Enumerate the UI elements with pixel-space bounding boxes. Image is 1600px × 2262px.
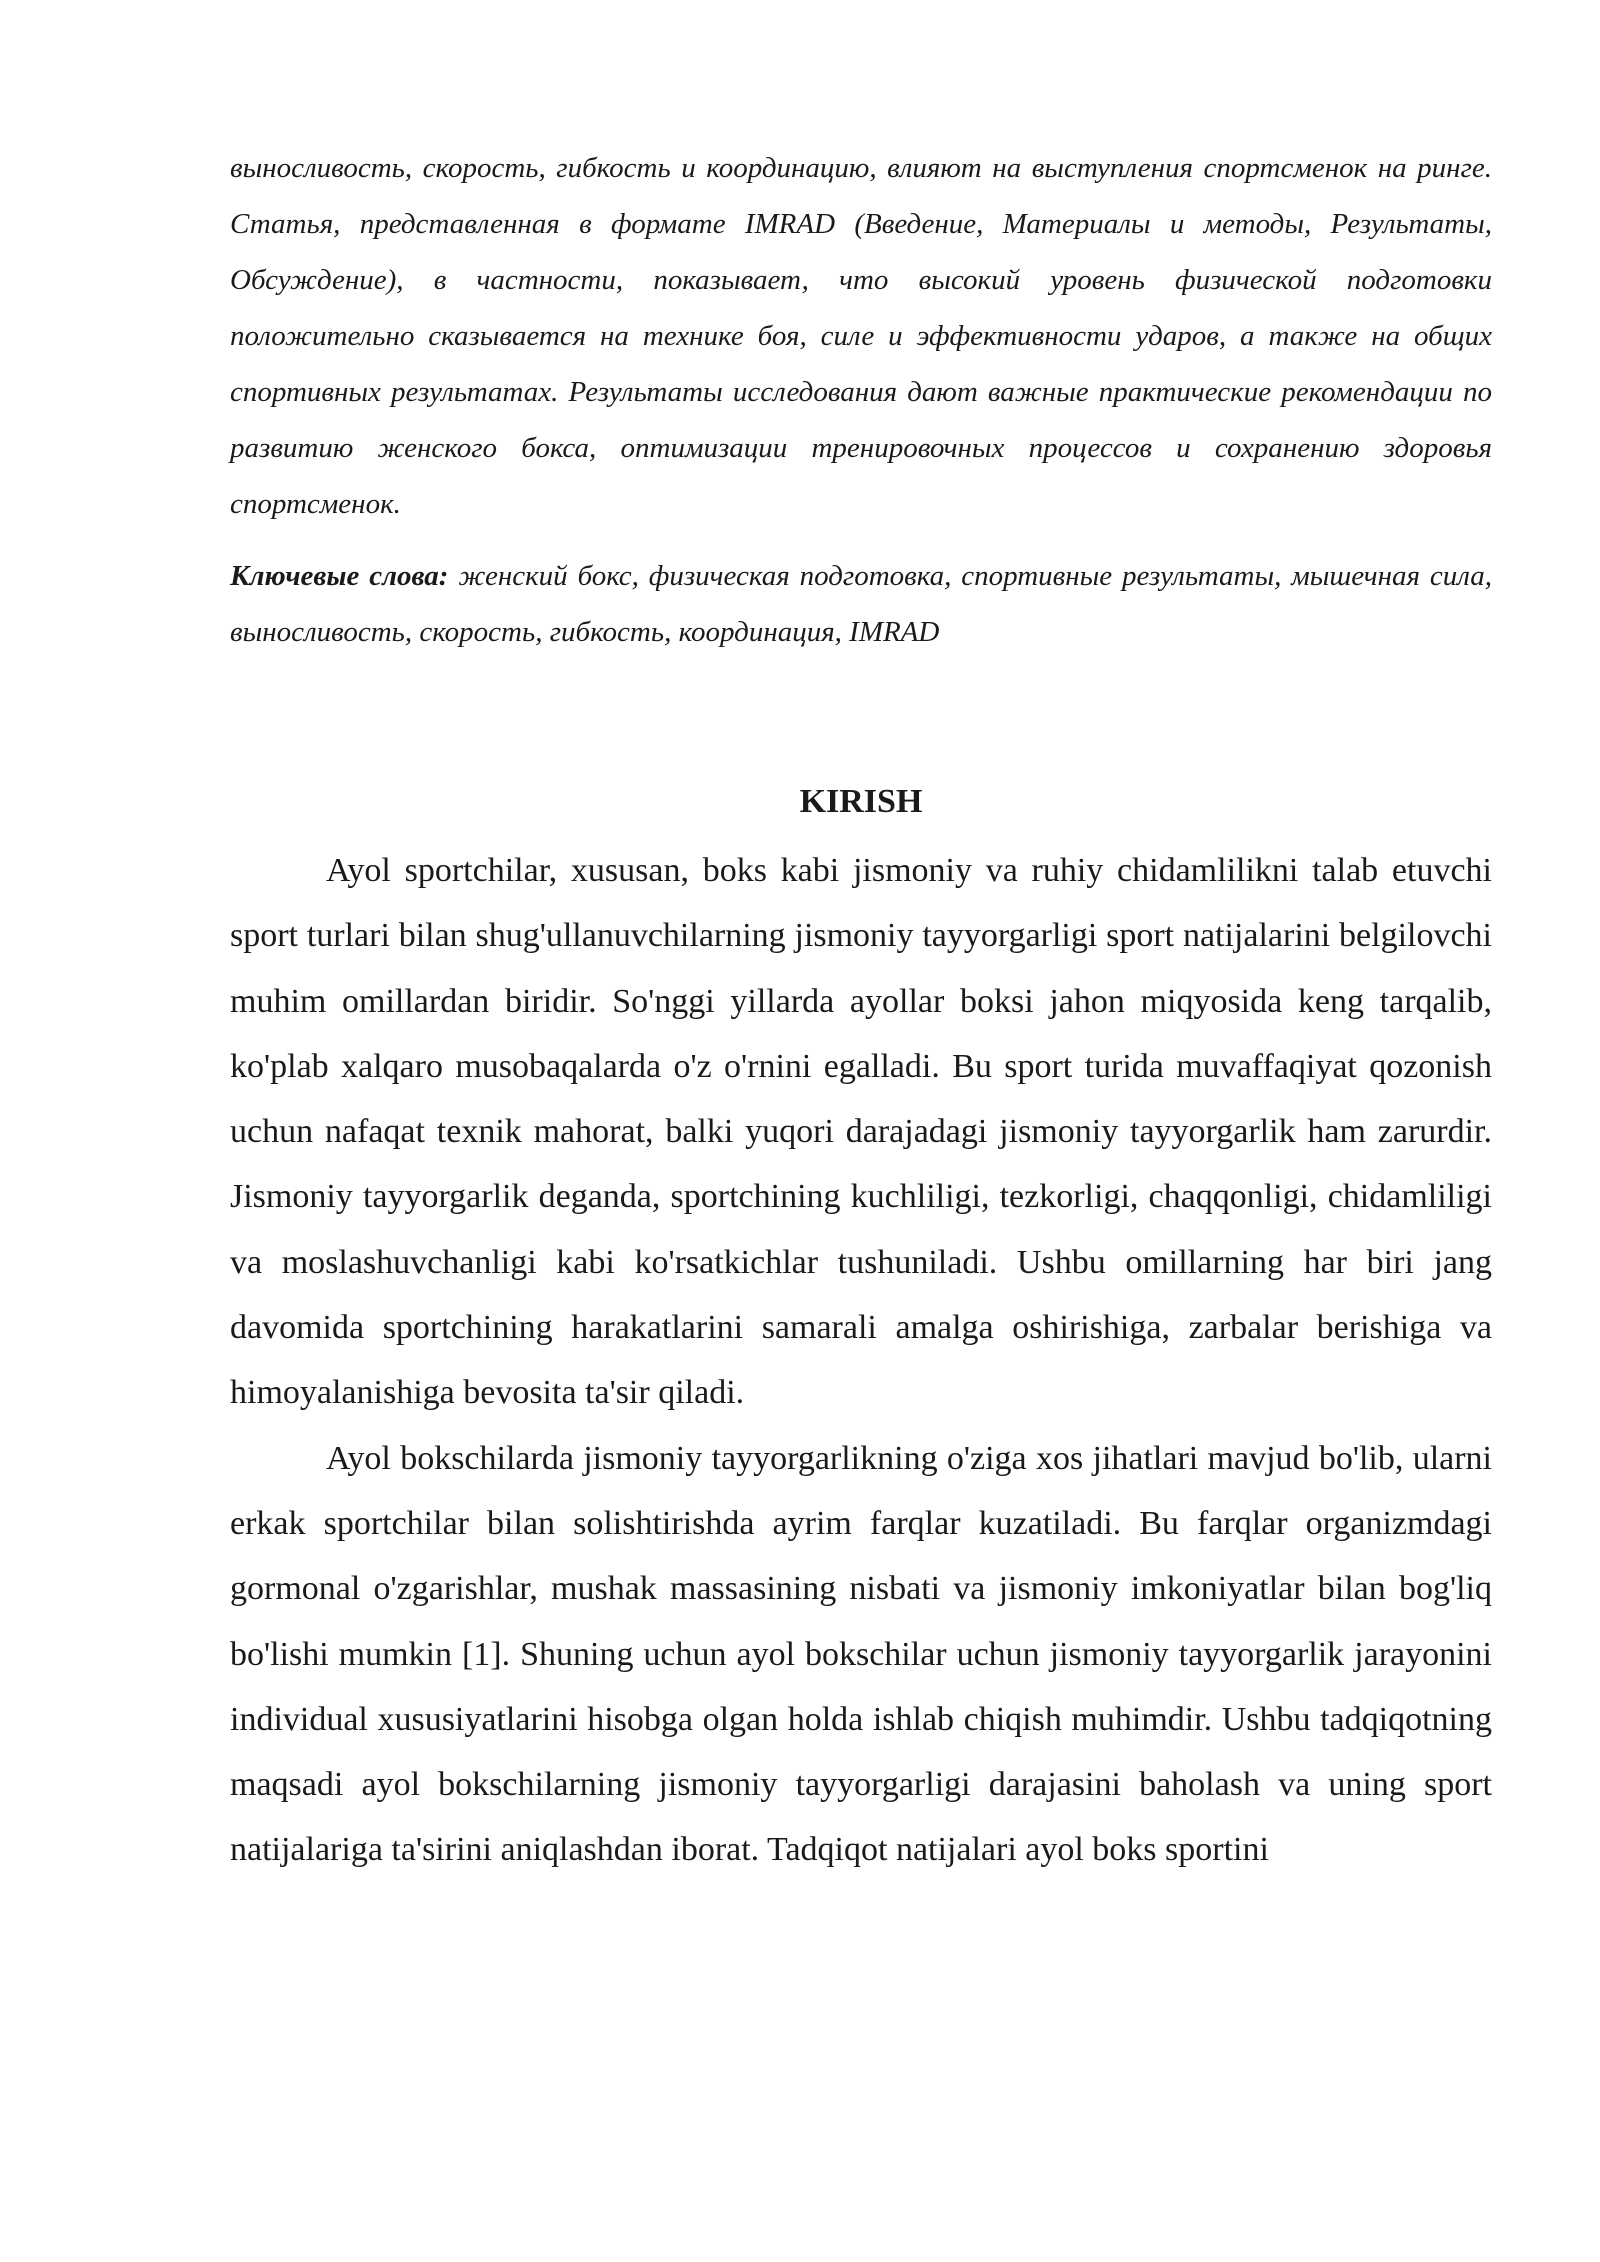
keywords-label: Ключевые слова: (230, 560, 449, 592)
body-paragraph-1: Ayol sportchilar, xususan, boks kabi jismoniy va ruhiy chidamlilikni talab etuvchi sport turlari bilan shug'ullanuvchilarning jismoniy tayyorgarligi sport natijalarini belgilovchi muhim omillardan biridir. So'nggi yillarda ayollar boksi jahon miqyosida keng tarqalib, ko'plab xalqaro musobaqalarda o'z o'rnini egalladi. Bu sport turida muvaffaqiyat qozonish uchun nafaqat texnik mahorat, balki yuqori darajadagi jismoniy tayyorgarlik ham zarurdir. Jismoniy tayyorgarlik deganda, sportchining kuchliligi, tezkorligi, chaqqonligi, chidamliligi va moslashuvchanligi kabi ko'rsatkichlar tushuniladi. Ushbu omillarning har biri jang davomida sportchining harakatlarini samarali amalga oshirishiga, zarbalar berishiga va himoyalanishiga bevosita ta'sir qiladi. (230, 852, 1492, 1412)
section-title: KIRISH (799, 783, 923, 820)
body-paragraph-2: Ayol bokschilarda jismoniy tayyorgarlikning o'ziga xos jihatlari mavjud bo'lib, ularni erkak sportchilar bilan solishtirishda ayrim farqlar kuzatiladi. Bu farqlar organizmdagi gormonal o'zgarishlar, mushak massasining nisbati va jismoniy imkoniyatlar bilan bog'liq bo'lishi mumkin [1]. Shuning uchun ayol bokschilar uchun jismoniy tayyorgarlik jarayonini individual xususiyatlarini hisobga olgan holda ishlab chiqish muhimdir. Ushbu tadqiqotning maqsadi ayol bokschilarning jismoniy tayyorgarligi darajasini baholash va uning sport natijalariga ta'sirini aniqlashdan iborat. Tadqiqot natijalari ayol boks sportini (230, 1439, 1492, 1869)
keywords-text: женский бокс, физическая подготовка, спортивные результаты, мышечная сила, выносливость, скорость, гибкость, координация, IMRAD (230, 560, 1492, 648)
abstract-text: выносливость, скорость, гибкость и координацию, влияют на выступления спортсменок на ринге. Статья, представленная в формате IMRAD (Введение, Материалы и методы, Результаты, Обсуждение), в частности, показывает, что высокий уровень физической подготовки положительно сказывается на технике боя, силе и эффективности ударов, а также на общих спортивных результатах. Результаты исследования дают важные практические рекомендации по развитию женского бокса, оптимизации тренировочных процессов и сохранению здоровья спортсменок. (230, 152, 1492, 520)
document-page (230, 140, 1492, 1883)
keywords-paragraph (230, 548, 1492, 660)
